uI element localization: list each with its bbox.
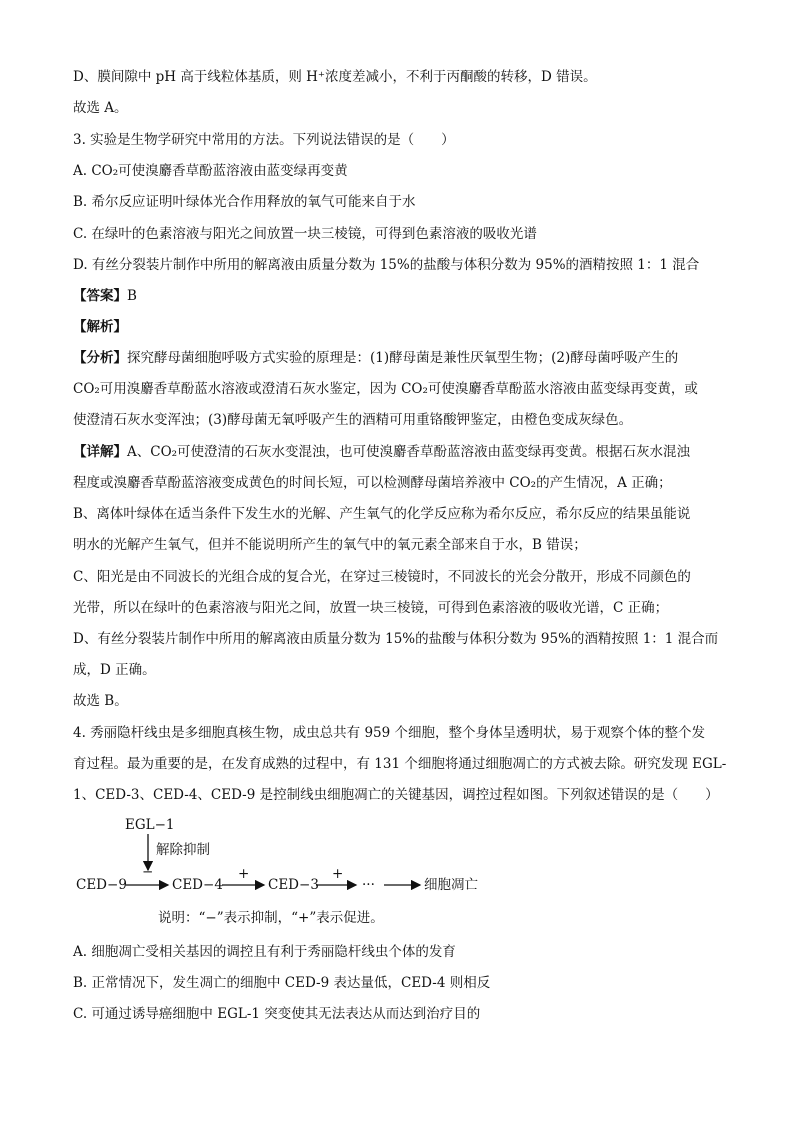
analysis-line (73, 567, 691, 587)
q2-option-d: D、膜间隙中 pH 高于线粒体基质，则 H⁺浓度差减小，不利于丙酮酸的转移，D 错误。 (73, 69, 597, 85)
q4-option-a: A. 细胞凋亡受相关基因的调控且有利于秀丽隐杆线虫个体的发育 (73, 944, 456, 960)
analysis-line (73, 504, 690, 524)
relieve-inhibition-label: 解除抑制 (156, 842, 210, 858)
q3-conclusion: 故选 B。 (73, 693, 128, 709)
analysis-text: 程度或溴麝香草酚蓝溶液变成黄色的时间长短，可以检测酵母菌培养液中 CO₂的产生情况，A 正确； (73, 475, 672, 491)
analysis-line (73, 473, 672, 493)
egl1-gene-label: EGL−1 (125, 817, 175, 833)
sign-inhibit: − (142, 864, 154, 880)
analysis-line (73, 348, 678, 368)
q3-option-c: C. 在绿叶的色素溶液与阳光之间放置一块三棱镜，可得到色素溶液的吸收光谱 (73, 226, 537, 242)
q4-option-b: B. 正常情况下，发生凋亡的细胞中 CED-9 表达量低，CED-4 则相反 (73, 975, 491, 991)
analysis-line (73, 660, 156, 680)
analysis-text: 成，D 正确。 (73, 662, 156, 678)
analysis-line (73, 410, 632, 430)
q3-option-d: D. 有丝分裂装片制作中所用的解离液由质量分数为 15%的盐酸与体积分数为 95%的酒精按照 1：1 混合 (73, 257, 700, 273)
analysis-section-tag: 【详解】 (73, 444, 127, 460)
ced4-label: CED−4 (172, 877, 223, 893)
analysis-line (73, 535, 587, 555)
analysis-text: D、有丝分裂装片制作中所用的解离液由质量分数为 15%的盐酸与体积分数为 95%的酒精按照 1：1 混合而 (73, 631, 719, 647)
sign-promote: + (238, 866, 250, 882)
q2-conclusion: 故选 A。 (73, 100, 128, 116)
q4-option-c: C. 可通过诱导癌细胞中 EGL-1 突变使其无法表达从而达到治疗目的 (73, 1006, 481, 1022)
analysis-section-tag: 【分析】 (73, 350, 127, 366)
q4-stem-line: 4. 秀丽隐杆线虫是多细胞真核生物，成虫总共有 959 个细胞，整个身体呈透明状，易于观察个体的整个发 (73, 725, 706, 741)
q3-answer-row (73, 286, 137, 306)
q3-option-a: A. CO₂可使溴麝香草酚蓝溶液由蓝变绿再变黄 (73, 163, 348, 179)
ellipsis-label: ··· (362, 877, 375, 893)
analysis-line (73, 442, 690, 462)
analysis-text: C、阳光是由不同波长的光组合成的复合光，在穿过三棱镜时，不同波长的光会分散开，形成不同颜色的 (73, 569, 691, 585)
diagram-legend-note: 说明：“−”表示抑制，“+”表示促进。 (158, 910, 384, 926)
q4-stem-line: 1、CED-3、CED-4、CED-9 是控制线虫细胞凋亡的关键基因，调控过程如图。下列叙述错误的是（ ） (73, 787, 719, 803)
analysis-text: CO₂可用溴麝香草酚蓝水溶液或澄清石灰水鉴定，因为 CO₂可使溴麝香草酚蓝水溶液由蓝变绿再变黄，或 (73, 381, 698, 397)
answer-tag: 【答案】 (73, 288, 127, 304)
apoptosis-regulation-diagram (70, 814, 500, 934)
analysis-line (73, 598, 668, 618)
analysis-text: 使澄清石灰水变浑浊；(3)酵母菌无氧呼吸产生的酒精可用重铬酸钾鉴定，由橙色变成灰绿色。 (73, 412, 633, 428)
analysis-text: B、离体叶绿体在适当条件下发生水的光解、产生氧气的化学反应称为希尔反应，希尔反应的结果虽能说 (73, 506, 691, 522)
analysis-text: 探究酵母菌细胞呼吸方式实验的原理是：(1)酵母菌是兼性厌氧型生物；(2)酵母菌呼吸产生的 (127, 350, 679, 366)
ced3-label: CED−3 (268, 877, 319, 893)
q4-stem-line: 育过程。最为重要的是，在发育成熟的过程中，有 131 个细胞将通过细胞凋亡的方式被去除。研究发现 EGL- (73, 756, 727, 772)
answer-value: B (127, 288, 137, 304)
analysis-line (73, 379, 698, 399)
ced9-label: CED−9 (76, 877, 127, 893)
q3-stem: 3. 实验是生物学研究中常用的方法。下列说法错误的是（ ） (73, 132, 455, 148)
analysis-line (73, 629, 718, 649)
analysis-tag: 【解析】 (73, 319, 127, 335)
analysis-text: 明水的光解产生氧气，但并不能说明所产生的氧气中的氧元素全部来自于水，B 错误； (73, 537, 587, 553)
q3-option-b: B. 希尔反应证明叶绿体光合作用释放的氧气可能来自于水 (73, 194, 416, 210)
analysis-text: A、CO₂可使澄清的石灰水变混浊，也可使溴麝香草酚蓝溶液由蓝变绿再变黄。根据石灰水混浊 (127, 444, 691, 460)
apoptosis-label: 细胞凋亡 (424, 877, 478, 893)
analysis-text: 光带，所以在绿叶的色素溶液与阳光之间，放置一块三棱镜，可得到色素溶液的吸收光谱，C 正确； (73, 600, 669, 616)
sign-promote: + (332, 866, 344, 882)
